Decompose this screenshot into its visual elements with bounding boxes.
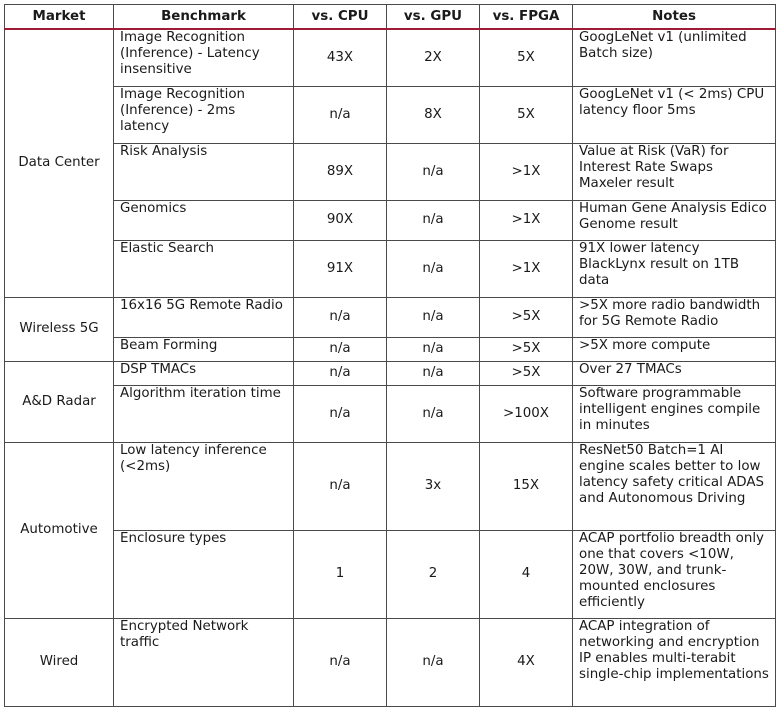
vs-gpu-cell: n/a [387,200,480,240]
benchmark-cell: Image Recognition (Inference) - Latency insensitive [114,29,294,86]
vs-gpu-cell: 2X [387,29,480,86]
benchmark-table-container [4,4,776,707]
vs-gpu-cell: 2 [387,530,480,618]
header-vs-fpga: vs. FPGA [480,5,573,30]
notes-cell: >5X more radio bandwidth for 5G Remote Radio [573,297,776,337]
table-row [5,442,776,530]
notes-cell: ACAP portfolio breadth only one that covers <10W, 20W, 30W, and trunk-mounted enclosures efficiently [573,530,776,618]
vs-gpu-cell: n/a [387,297,480,337]
vs-cpu-cell: 90X [294,200,387,240]
vs-fpga-cell: 5X [480,29,573,86]
benchmark-table [4,4,776,707]
notes-cell: 91X lower latency BlackLynx result on 1TB data [573,240,776,297]
notes-cell: Software programmable intelligent engines compile in minutes [573,385,776,442]
table-row [5,86,776,143]
notes-cell: ACAP integration of networking and encryption IP enables multi-terabit single-chip implementations [573,618,776,706]
benchmark-cell: Low latency inference (<2ms) [114,442,294,530]
vs-cpu-cell: n/a [294,361,387,385]
notes-cell: Human Gene Analysis Edico Genome result [573,200,776,240]
vs-gpu-cell: n/a [387,385,480,442]
benchmark-cell: Risk Analysis [114,143,294,200]
benchmark-cell: Enclosure types [114,530,294,618]
vs-fpga-cell: >5X [480,297,573,337]
vs-cpu-cell: 43X [294,29,387,86]
benchmark-cell: Beam Forming [114,337,294,361]
vs-cpu-cell: n/a [294,297,387,337]
vs-gpu-cell: n/a [387,337,480,361]
header-vs-cpu: vs. CPU [294,5,387,30]
header-benchmark: Benchmark [114,5,294,30]
benchmark-cell: Genomics [114,200,294,240]
vs-fpga-cell: >1X [480,200,573,240]
vs-gpu-cell: n/a [387,240,480,297]
header-notes: Notes [573,5,776,30]
benchmark-cell: DSP TMACs [114,361,294,385]
table-row [5,385,776,442]
table-row [5,297,776,337]
vs-gpu-cell: n/a [387,361,480,385]
vs-fpga-cell: >1X [480,240,573,297]
vs-fpga-cell: >100X [480,385,573,442]
vs-gpu-cell: n/a [387,618,480,706]
benchmark-cell: Image Recognition (Inference) - 2ms latency [114,86,294,143]
notes-cell: ResNet50 Batch=1 AI engine scales better to low latency safety critical ADAS and Autonomous Driving [573,442,776,530]
table-row [5,361,776,385]
vs-fpga-cell: >5X [480,337,573,361]
table-row [5,143,776,200]
market-cell: Wired [5,618,114,706]
vs-gpu-cell: 3x [387,442,480,530]
table-row [5,200,776,240]
vs-fpga-cell: 4X [480,618,573,706]
vs-cpu-cell: n/a [294,86,387,143]
vs-cpu-cell: 89X [294,143,387,200]
vs-cpu-cell: n/a [294,385,387,442]
benchmark-cell: 16x16 5G Remote Radio [114,297,294,337]
table-body [5,29,776,706]
notes-cell: GoogLeNet v1 (unlimited Batch size) [573,29,776,86]
vs-cpu-cell: n/a [294,442,387,530]
header-market: Market [5,5,114,30]
table-row [5,530,776,618]
vs-cpu-cell: 1 [294,530,387,618]
header-vs-gpu: vs. GPU [387,5,480,30]
table-row [5,240,776,297]
benchmark-cell: Algorithm iteration time [114,385,294,442]
vs-gpu-cell: 8X [387,86,480,143]
notes-cell: >5X more compute [573,337,776,361]
vs-cpu-cell: n/a [294,337,387,361]
vs-fpga-cell: 5X [480,86,573,143]
benchmark-cell: Encrypted Network traffic [114,618,294,706]
market-cell: A&D Radar [5,361,114,442]
table-row [5,337,776,361]
market-cell: Wireless 5G [5,297,114,361]
vs-fpga-cell: 15X [480,442,573,530]
table-row [5,618,776,706]
table-header [5,5,776,30]
market-cell: Data Center [5,29,114,297]
market-cell: Automotive [5,442,114,618]
benchmark-cell: Elastic Search [114,240,294,297]
vs-fpga-cell: >5X [480,361,573,385]
vs-fpga-cell: >1X [480,143,573,200]
header-row [5,5,776,30]
notes-cell: GoogLeNet v1 (< 2ms) CPU latency floor 5ms [573,86,776,143]
vs-gpu-cell: n/a [387,143,480,200]
notes-cell: Value at Risk (VaR) for Interest Rate Swaps Maxeler result [573,143,776,200]
vs-cpu-cell: 91X [294,240,387,297]
table-row [5,29,776,86]
vs-cpu-cell: n/a [294,618,387,706]
vs-fpga-cell: 4 [480,530,573,618]
notes-cell: Over 27 TMACs [573,361,776,385]
